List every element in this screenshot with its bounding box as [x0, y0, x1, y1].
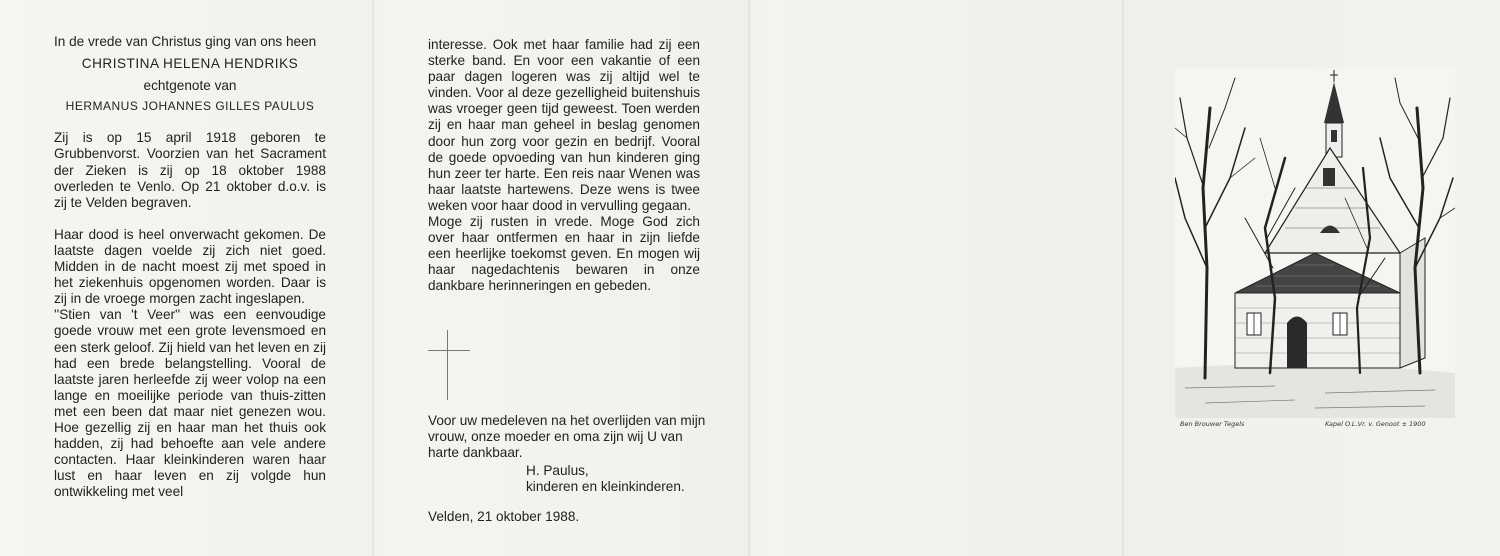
cross-icon — [428, 330, 470, 400]
life-paragraph: ''Stien van 't Veer'' was een eenvoudige goede vrouw met een grote levensmoed en een sterk geloof. Zij hield van het leven en zij had een brede belangstelling. Vooral de laatste jaren herleefde zij weer volop na een lange en moeilijke periode van thuis-zitten met een been dat maar niet genezen wou. Hoe gezellig zij en haar man het thuis ook hadden, zij had behoefte aan vele andere contacten. Haar kleinkinderen waren haar lust en haar leven en zij volgde hun ontwikkeling met veel — [54, 307, 326, 500]
life-paragraph-continued: interesse. Ook met haar familie had zij een sterke band. En voor een vakantie of een paar dagen logeren was zij altijd wel te vinden. Voor al deze gezelligheid buitenshuis was vroeger geen tijd geweest. Toen werden zij en haar man geheel in beslag genomen door hun zorg voor gezin en bedrijf. Vooral de goede opvoeding van hun kinderen ging hun zeer ter harte. Een reis naar Wenen was haar laatste hartewens. Deze wens is twee weken voor haar dood in vervulling gegaan. — [428, 37, 700, 213]
spouse-label: echtgenote van — [143, 78, 237, 94]
deceased-name: CHRISTINA HELENA HENDRIKS — [81, 56, 299, 72]
intro-text: In de vrede van Christus ging van ons heen — [54, 34, 317, 49]
signer: H. Paulus, — [526, 463, 589, 479]
signer-family: kinderen en kleinkinderen. — [526, 479, 685, 495]
spouse-name: HERMANUS JOHANNES GILLES PAULUS — [65, 99, 315, 114]
thanks-block — [428, 413, 708, 526]
fold-line — [1122, 0, 1124, 556]
middle-column — [428, 37, 700, 295]
picture-caption-left: Ben Brouwer Tegels — [1180, 420, 1245, 428]
prayer-paragraph: Moge zij rusten in vrede. Moge God zich over haar ontfermen en haar in zijn liefde een heerlijke toekomst geven. En mogen wij haar nagedachtenis bewaren in onze dankbare herinneringen en gebeden. — [428, 214, 700, 294]
place-date: Velden, 21 oktober 1988. — [428, 509, 580, 525]
birth-death-paragraph: Zij is op 15 april 1918 geboren te Grubbenvorst. Voorzien van het Sacrament der Zieken is zij op 18 oktober 1988 overleden te Venlo. Op 21 oktober d.o.v. is zij te Velden begraven. — [54, 130, 326, 210]
death-paragraph: Haar dood is heel onverwacht gekomen. De laatste dagen voelde zij zich niet goed. Midden in de nacht moest zij met spoed in het ziekenhuis opgenomen worden. Daar is zij in de vroege morgen zacht ingeslapen. — [54, 226, 326, 307]
fold-line — [372, 0, 374, 556]
chapel-drawing — [1175, 68, 1455, 418]
thanks-text: Voor uw medeleven na het overlijden van mijn vrouw, onze moeder en oma zijn wij U van harte dankbaar. — [428, 413, 706, 461]
fold-line — [748, 0, 750, 556]
left-column — [54, 34, 326, 500]
picture-caption-right: Kapel O.L.Vr. v. Genoot ± 1900 — [1325, 420, 1426, 428]
